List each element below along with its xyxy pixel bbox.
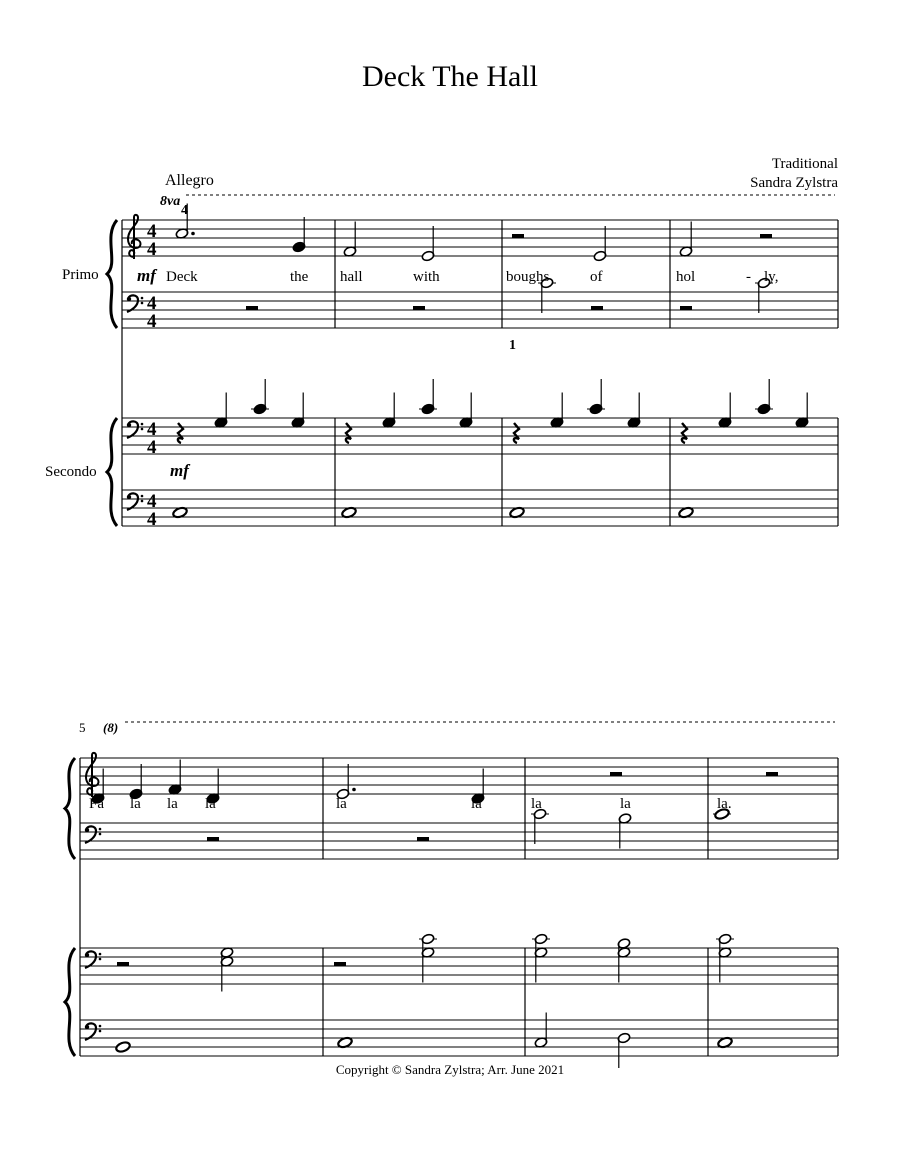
quarter-rest [346,423,351,443]
time-signature-top: 4 [147,491,157,512]
music-notation [65,195,835,1068]
lyric: la [205,796,216,812]
ottava-start: 8va [160,194,181,209]
lyric: with [413,269,440,285]
brace [65,758,75,859]
half-rest [766,772,778,776]
lyric: la [620,796,631,812]
time-signature-bottom: 4 [147,239,157,260]
lyric: Deck [166,269,198,285]
page-title: Deck The Hall [361,60,539,93]
whole-note [115,1041,131,1053]
staff-lines [80,220,838,1056]
tempo-marking: Allegro [165,172,214,189]
quarter-rest [682,423,687,443]
half-rest [334,962,346,966]
brace [107,418,117,526]
lyric: hall [340,269,363,285]
half-rest [246,306,258,310]
half-rest [207,837,219,841]
half-rest [413,306,425,310]
lyric: la [336,796,347,812]
lyric: hol [676,269,696,285]
composer-credit: Traditional [771,156,838,172]
time-signature-top: 4 [147,419,157,440]
half-rest [760,234,772,238]
brace [65,948,75,1056]
dynamic-mf: mf [137,266,156,285]
half-rest [117,962,129,966]
time-signature-bottom: 4 [147,509,157,530]
lyric: la [130,796,141,812]
time-signature-bottom: 4 [147,311,157,332]
treble-clef [128,215,140,259]
brace [107,220,117,328]
lyric: of [590,269,603,285]
lyric: boughs [506,269,550,285]
time-signature-bottom: 4 [147,437,157,458]
quarter-rest [514,423,519,443]
dynamic-mf: mf [170,461,189,480]
augmentation-dot [191,232,195,236]
fingering-4: 4 [181,203,188,218]
quarter-rest [178,423,183,443]
measure-number: 5 [79,720,86,735]
time-signature-top: 4 [147,221,157,242]
half-rest [680,306,692,310]
copyright-footer: Copyright © Sandra Zylstra; Arr. June 2021 [335,1062,565,1077]
lyric: la. [717,796,732,812]
half-rest [512,234,524,238]
lyric: la [167,796,178,812]
augmentation-dot [352,788,356,792]
lyric: Fa [89,796,104,812]
fingering-1: 1 [509,338,516,353]
half-rest [417,837,429,841]
time-signature-top: 4 [147,293,157,314]
half-rest [610,772,622,776]
lyric: ly, [764,269,779,285]
lyric: la [531,796,542,812]
half-rest [591,306,603,310]
ottava-continued: (8) [103,720,119,735]
part-label-secondo: Secondo [45,464,97,480]
treble-clef [86,753,98,797]
lyric: la [471,796,482,812]
arranger-credit: Sandra Zylstra [750,175,838,191]
lyric: the [290,269,309,285]
part-label-primo: Primo [62,267,99,283]
lyric: - [746,269,751,285]
